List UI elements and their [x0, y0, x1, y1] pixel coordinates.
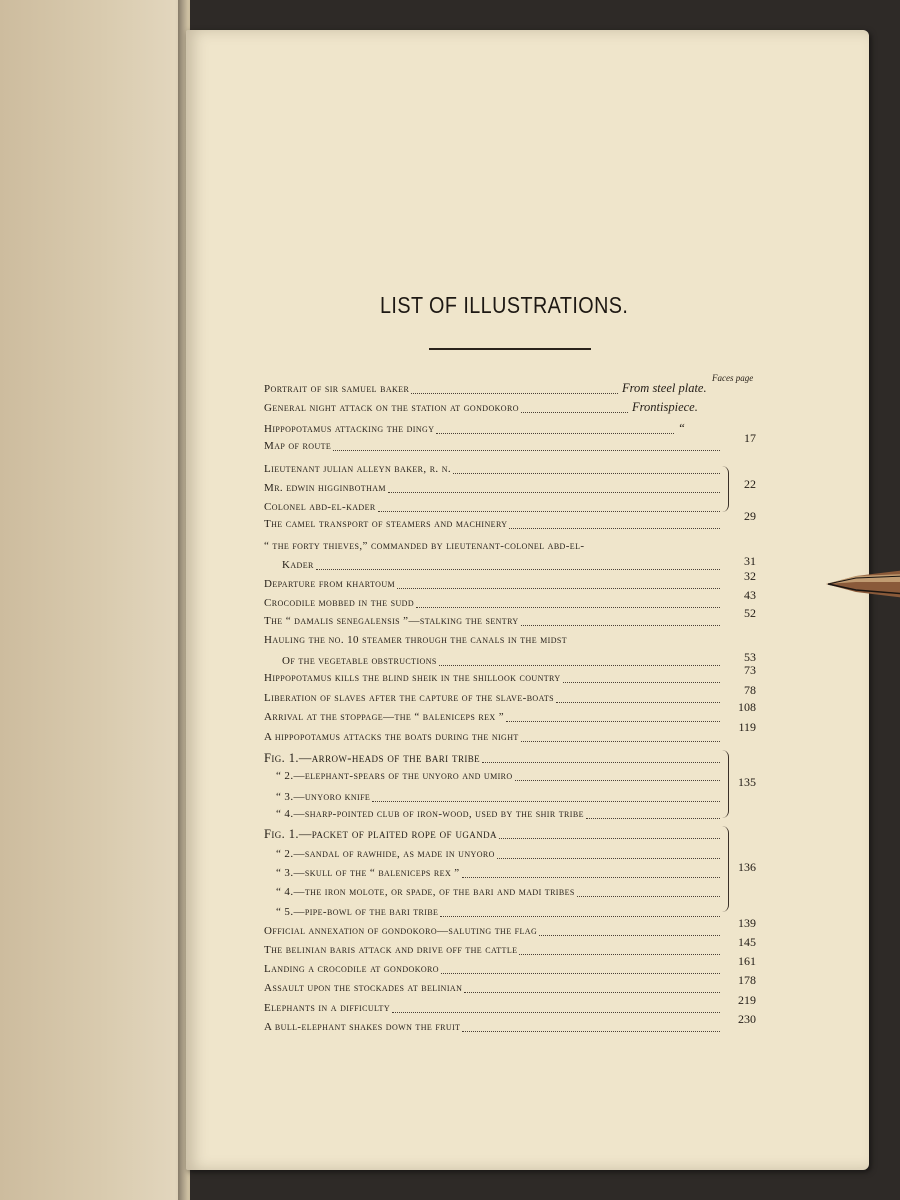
dot-leader [464, 992, 720, 993]
entry-title: Hauling the no. 10 steamer through the canals in the midst [264, 634, 568, 646]
dot-leader [497, 858, 720, 859]
entry-title: “ 4.—sharp-pointed club of iron-wood, used by the shir tribe [276, 808, 584, 820]
entry-title: Mr. edwin higginbotham [264, 482, 386, 494]
list-item [264, 380, 620, 398]
dot-leader [453, 473, 720, 474]
page-number: 32 [744, 569, 756, 583]
list-item [264, 437, 722, 455]
entry-title: Liberation of slaves after the capture of the slave-boats [264, 692, 555, 704]
dot-leader [436, 433, 674, 434]
list-item [264, 689, 722, 707]
entry-title: Arrival at the stoppage—the “ baleniceps rex ” [264, 711, 505, 723]
entry-title: Departure from khartoum [264, 578, 396, 590]
list-item [264, 979, 722, 997]
list-item [264, 460, 722, 478]
list-item [264, 631, 722, 649]
entry-title: Lieutenant julian alleyn baker, r. n. [264, 463, 452, 475]
page-number-fig-group-b: 136 [738, 860, 756, 874]
dot-leader [439, 665, 720, 666]
dot-leader [499, 838, 720, 839]
entry-title: Elephants in a difficulty [264, 1002, 391, 1014]
entry-title: General night attack on the station at gondokoro [264, 402, 519, 414]
entry-title: Map of route [264, 440, 332, 452]
title-rule [429, 348, 591, 350]
list-item [264, 1018, 722, 1036]
entry-title: Kader [282, 559, 314, 571]
entry-title: “ 4.—the iron molote, or spade, of the bari and madi tribes [276, 886, 575, 898]
entry-note: “ [678, 421, 685, 435]
dot-leader [388, 492, 720, 493]
entry-title: Portrait of sir samuel baker [264, 383, 410, 395]
left-page [0, 0, 190, 1200]
entry-title: Fig. 1.—packet of plaited rope of uganda [264, 827, 497, 841]
pen-tip-icon [826, 568, 900, 600]
dot-leader [539, 935, 720, 936]
entry-title: Assault upon the stockades at belinian [264, 982, 463, 994]
dot-leader [509, 528, 720, 529]
list-item [264, 420, 676, 438]
list-item [276, 864, 722, 882]
list-item [264, 537, 722, 555]
entry-title: The camel transport of steamers and machinery [264, 518, 508, 530]
entry-title: The “ damalis senegalensis ”—stalking the sentry [264, 615, 519, 627]
dot-leader [556, 702, 720, 703]
list-item [264, 612, 722, 630]
entry-title: “ the forty thieves,” commanded by lieutenant-colonel abd-el- [264, 540, 585, 552]
list-item [276, 805, 722, 823]
dot-leader [411, 393, 618, 394]
entry-title: Hippopotamus kills the blind sheik in the shillook country [264, 672, 561, 684]
page-number-baker-group: 22 [744, 477, 756, 491]
page-title: LIST OF ILLUSTRATIONS. [380, 292, 629, 318]
list-item [264, 749, 722, 767]
dot-leader [316, 569, 720, 570]
dot-leader [506, 721, 720, 722]
entry-note: From steel plate. [622, 381, 707, 395]
entry-note: Frontispiece. [632, 400, 698, 414]
list-item [276, 903, 722, 921]
entry-title: Landing a crocodile at gondokoro [264, 963, 439, 975]
entry-title: A bull-elephant shakes down the fruit [264, 1021, 461, 1033]
list-item [264, 669, 722, 687]
page-number: 43 [744, 588, 756, 602]
page-number-fig-group-a: 135 [738, 775, 756, 789]
page-number: 52 [744, 606, 756, 620]
faces-page-label: Faces page [712, 373, 754, 383]
entry-title: “ 3.—unyoro knife [276, 791, 371, 803]
page-number: 29 [744, 509, 756, 523]
page-number: 73 [744, 663, 756, 677]
dot-leader [397, 588, 720, 589]
list-item [264, 825, 722, 843]
dot-leader [372, 801, 720, 802]
dot-leader [482, 762, 720, 763]
dot-leader [563, 682, 720, 683]
page-number: 139 [738, 916, 756, 930]
page-number: 219 [738, 993, 756, 1007]
list-item [264, 922, 722, 940]
entry-title: “ 2.—elephant-spears of the unyoro and umiro [276, 770, 513, 782]
entry-title: “ 5.—pipe-bowl of the bari tribe [276, 906, 439, 918]
entry-title: “ 2.—sandal of rawhide, as made in unyoro [276, 848, 495, 860]
list-item [282, 652, 722, 670]
page-number: 53 [744, 650, 756, 664]
list-item [276, 788, 722, 806]
page-number: 161 [738, 954, 756, 968]
entry-title: The belinian baris attack and drive off the cattle [264, 944, 518, 956]
list-item [264, 575, 722, 593]
entry-title: Fig. 1.—arrow-heads of the bari tribe [264, 751, 481, 765]
page-number: 145 [738, 935, 756, 949]
page-number: 78 [744, 683, 756, 697]
dot-leader [519, 954, 720, 955]
list-item [264, 960, 722, 978]
page-number: 119 [738, 720, 756, 734]
dot-leader [440, 916, 720, 917]
dot-leader [521, 625, 720, 626]
entry-title: Crocodile mobbed in the sudd [264, 597, 414, 609]
page-number: 230 [738, 1012, 756, 1026]
entry-title: “ 3.—skull of the “ baleniceps rex ” [276, 867, 460, 879]
list-item [264, 708, 722, 726]
dot-leader [462, 1031, 720, 1032]
entry-title: Hippopotamus attacking the dingy [264, 423, 435, 435]
dot-leader [333, 450, 720, 451]
list-item [264, 479, 722, 497]
list-item [264, 515, 722, 533]
list-item [264, 498, 722, 516]
dot-leader [441, 973, 720, 974]
list-item [264, 941, 722, 959]
list-item [276, 767, 722, 785]
dot-leader [392, 1012, 720, 1013]
dot-leader [416, 607, 720, 608]
list-item [264, 594, 722, 612]
entry-title: Official annexation of gondokoro—saluting the flag [264, 925, 538, 937]
list-item [264, 399, 630, 417]
page-number: 31 [744, 554, 756, 568]
dot-leader [521, 741, 720, 742]
list-item [276, 845, 722, 863]
list-item [264, 728, 722, 746]
dot-leader [577, 896, 720, 897]
entry-title: Of the vegetable obstructions [282, 655, 437, 667]
list-item [276, 883, 722, 901]
list-item [282, 556, 722, 574]
entry-title: A hippopotamus attacks the boats during the night [264, 731, 519, 743]
dot-leader [586, 818, 720, 819]
list-item [264, 999, 722, 1017]
dot-leader [378, 511, 720, 512]
page-number: 17 [744, 431, 756, 445]
entry-title: Colonel abd-el-kader [264, 501, 376, 513]
dot-leader [462, 877, 720, 878]
dot-leader [515, 780, 720, 781]
dot-leader [521, 412, 628, 413]
page-number: 108 [738, 700, 756, 714]
page-number: 178 [738, 973, 756, 987]
